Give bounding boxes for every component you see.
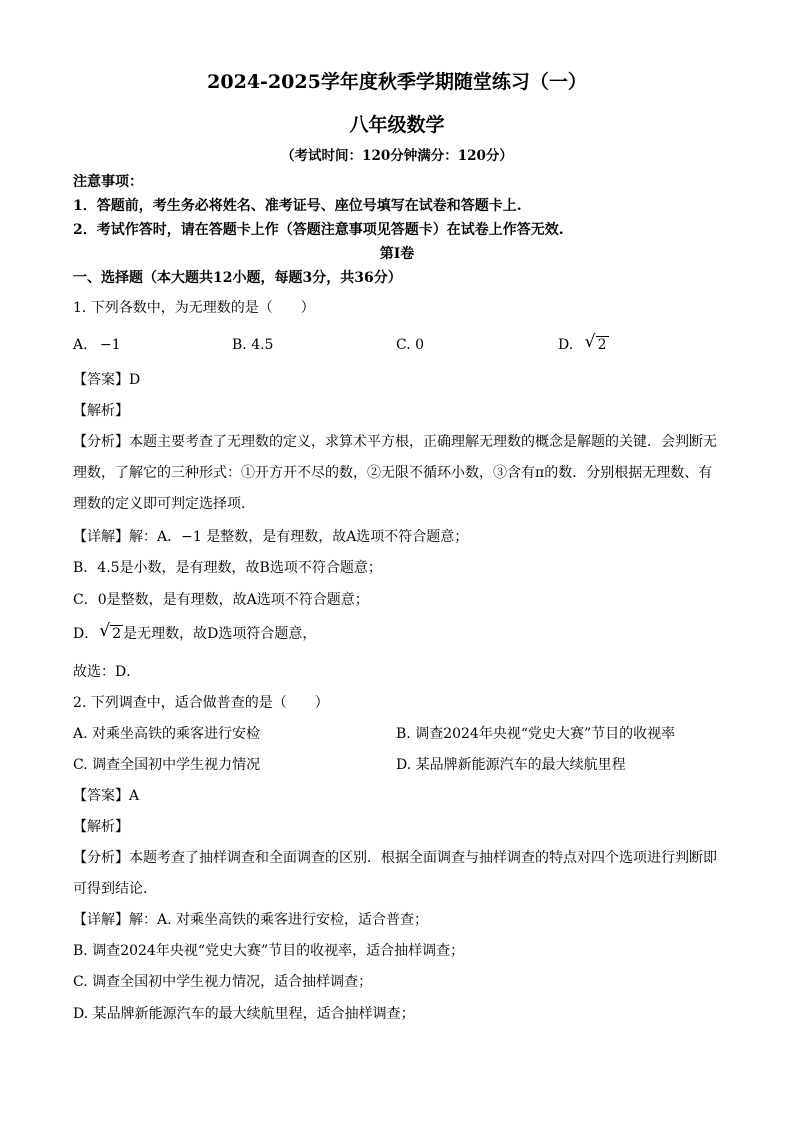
q2-detail-line-4: D. 某品牌新能源汽车的最大续航里程，适合抽样调查； bbox=[73, 1006, 415, 1022]
q1-detail-line-1: 【详解】解：A．−1 是整数，是有理数，故A选项不符合题意； bbox=[73, 529, 469, 545]
q1-option-a-value: −1 bbox=[100, 337, 121, 353]
q1-detail-line-2: B．4.5是小数，是有理数，故B选项不符合题意； bbox=[73, 560, 382, 576]
exam-info: （考试时间：120分钟满分：120分） bbox=[281, 148, 513, 164]
q1-detail-4-radicand: 2 bbox=[112, 626, 122, 642]
q2-detail-line-3: C. 调查全国初中学生视力情况，适合抽样调查； bbox=[73, 974, 373, 990]
question-2-stem: 2. 下列调查中，适合做普查的是（ ） bbox=[73, 695, 329, 711]
subject-title: 八年级数学 bbox=[349, 114, 445, 136]
q1-analysis-line-3: 理数的定义即可判定选择项． bbox=[73, 496, 255, 512]
q2-option-b: B. 调查2024年央视“党史大赛”节目的收视率 bbox=[396, 726, 676, 742]
q1-answer: 【答案】D bbox=[73, 372, 141, 388]
q1-detail-4-suffix: 是无理数，故D选项符合题意， bbox=[123, 626, 317, 642]
q1-option-b: B. 4.5 bbox=[232, 337, 274, 353]
q2-detail-line-1: 【详解】解：A. 对乘坐高铁的乘客进行安检，适合普查； bbox=[73, 912, 429, 928]
q2-option-c: C. 调查全国初中学生视力情况 bbox=[73, 757, 261, 773]
q1-option-d-radicand: 2 bbox=[597, 337, 607, 353]
q1-detail-line-4 bbox=[73, 624, 316, 644]
q1-conclusion: 故选：D． bbox=[73, 664, 141, 680]
section-1-heading: 一、选择题（本大题共12小题，每题3分，共36分） bbox=[73, 270, 402, 286]
notice-heading: 注意事项： bbox=[73, 174, 143, 190]
q2-answer: 【答案】A bbox=[73, 788, 140, 804]
q1-detail-line-3: C．0是整数，是有理数，故A选项不符合题意； bbox=[73, 592, 369, 608]
q1-analysis-line-2: 理数，了解它的三种形式：①开方开不尽的数，②无限不循环小数，③含有π的数．分别根据无理数、有 bbox=[73, 465, 713, 481]
volume-title: 第Ⅰ卷 bbox=[379, 246, 415, 262]
sqrt-symbol bbox=[100, 624, 123, 644]
q1-option-a-label: A. bbox=[73, 337, 88, 353]
page-title: 2024-2025学年度秋季学期随堂练习（一） bbox=[207, 71, 587, 93]
q2-detail-line-2: B. 调查2024年央视“党史大赛”节目的收视率，适合抽样调查； bbox=[73, 943, 465, 959]
q1-option-a bbox=[73, 335, 121, 355]
sqrt-symbol bbox=[586, 335, 609, 355]
notice-item-2: 2．考试作答时，请在答题卡上作（答题注意事项见答题卡）在试卷上作答无效. bbox=[73, 222, 564, 238]
q1-detail-4-prefix: D． bbox=[73, 626, 99, 642]
q1-option-c: C. 0 bbox=[396, 337, 425, 353]
q2-analysis-heading: 【解析】 bbox=[73, 819, 129, 835]
notice-item-1: 1．答题前，考生务必将姓名、准考证号、座位号填写在试卷和答题卡上. bbox=[73, 198, 522, 214]
question-1-stem: 1. 下列各数中，为无理数的是（ ） bbox=[73, 300, 315, 316]
q2-analysis-line-2: 可得到结论． bbox=[73, 881, 157, 897]
q2-option-a: A. 对乘坐高铁的乘客进行安检 bbox=[73, 726, 261, 742]
q2-analysis-line-1: 【分析】本题考查了抽样调查和全面调查的区别．根据全面调查与抽样调查的特点对四个选项进行判断即 bbox=[73, 850, 717, 866]
q1-analysis-line-1: 【分析】本题主要考查了无理数的定义，求算术平方根，正确理解无理数的概念是解题的关键．会判断无 bbox=[73, 434, 717, 450]
q1-analysis-heading: 【解析】 bbox=[73, 403, 129, 419]
q1-option-d bbox=[558, 335, 609, 355]
q1-option-d-label: D. bbox=[558, 337, 574, 353]
q2-option-d: D. 某品牌新能源汽车的最大续航里程 bbox=[396, 757, 626, 773]
